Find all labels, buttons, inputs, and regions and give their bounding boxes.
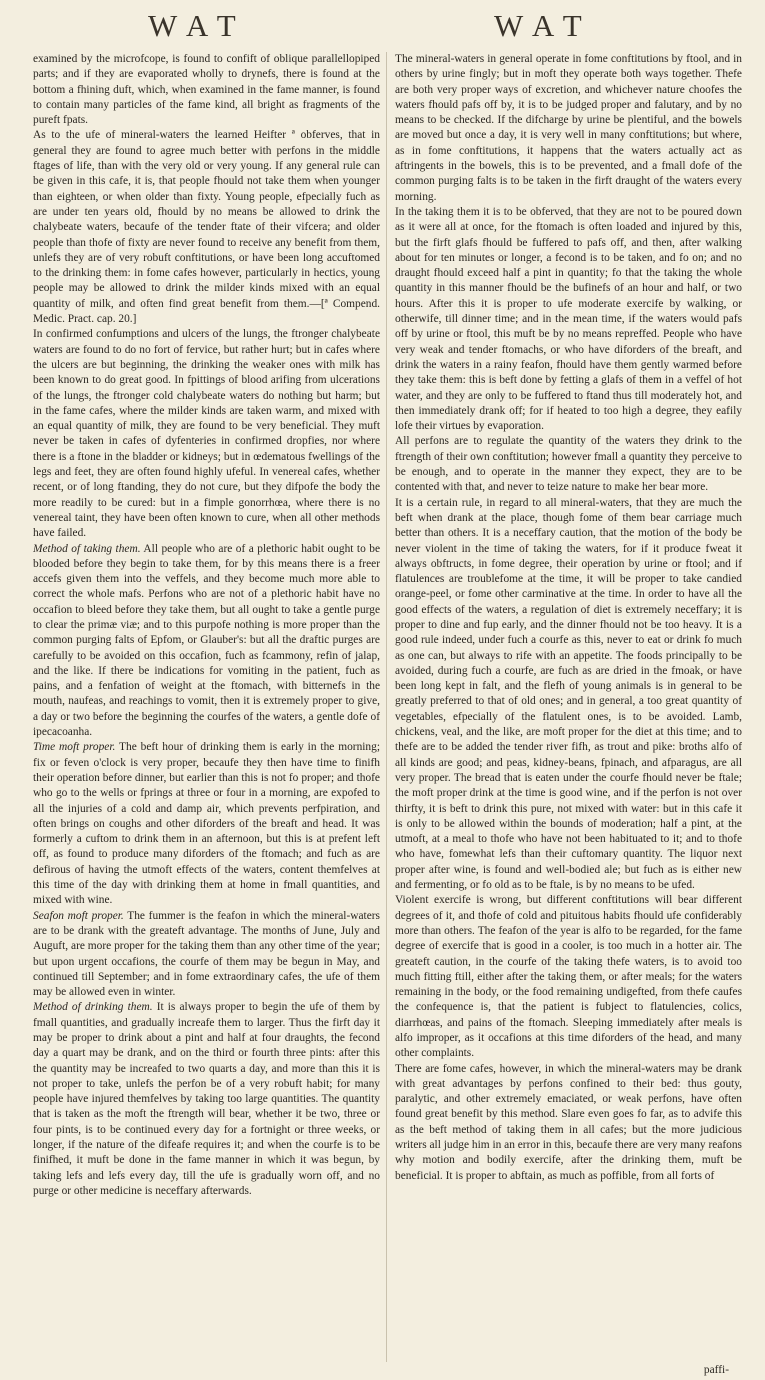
section-subhead: Method of taking them. [33,542,141,555]
paragraph: In confirmed confumptions and ulcers of the lungs, the ftronger chalybeate waters are found to do no fort of fervice, but rather hurt; but in cafes where the ulcers are but beginning, the drinking the weaker ones with milk has been known to do great good. In fpittings of blood arifing from ulcerations of the lungs, the ftronger cold chalybeate waters do nothing but harm; but in the fame cafes, where the milder kinds are taken warm, and mixed with an equal quantity of milk, they are found to be very beneficial. They muft never be taken in cafes of dyfenteries in confirmed dropfies, nor where there is a ftone in the bladder or kidneys; but in œdematous fwellings of the legs and feet, they are often found highly ufeful. In venereal cafes, whether recent, or of long ftanding, they do not cure, but they difpofe the body the more readily to be cured: but in a fimple gonorrhœa, where there is no venereal taint, they have been often known to cure, when all other methods have failed. [33,328,380,540]
paragraph: There are fome cafes, however, in which the mineral-waters may be drank with great advantages by perfons confined to their bed: thus gouty, paralytic, and other extremely emaciated, or weak perfons, have often found great benefit by this method. Slare even goes fo far, as to advife this as the beft method of taking them in all cafes; but the more judicious writers all judge him in an error in this, becaufe there are very many reafons why motion and bodily exercife, after the drinking them, muft be beneficial. It is proper to abftain, as much as poffible, from all forts of [395,1062,742,1182]
column-divider [386,52,387,1362]
paragraph-text: The beft hour of drinking them is early in the morning; fix or feven o'clock is very proper, becaufe they then have time to finifh their operation before dinner, but earlier than this is not fo proper; and thofe who go to the wells or fprings at three or four in a morning, are expofed to all the injuries of a cold and damp air, which prevents perfpiration, and often brings on coughs and other diforders of the breaft and head. It was formerly a cuftom to drink them in an afternoon, but this is at prefent left off, as found to produce many diforders of the ftomach; and fuch as are defirous of having the utmoft effects of the waters, content themfelves at this time of the day with drinking them at home in fmall quantities, and mixed with wine. [33,741,380,907]
paragraph-text: It is always proper to begin the ufe of them by fmall quantities, and gradually increafe them to larger. Thus the firft day it may be proper to drink about a pint and half at four draughts, the fecond day a quart may be drank, and on the third or fourth three pints: after this the quantity may be increafed to two quarts a day, and more than this it is not proper to take, unlefs the perfon be of a very robuft habit; for many people have injured themfelves by taking too large quantities. The quantity that is taken as the moft the ftrength will bear, whether it be two, three or four pints, is to be continued every day for a fortnight or three weeks, or longer, if the nature of the difeafe requires it; and when the courfe is to be finifhed, it muft be done in the fame manner in which it was begun, by taking lefs and lefs every day, till the ufe is gradually worn off, and no purge or other medicine is neceffary afterwards. [33,1001,380,1197]
paragraph: In the taking them it is to be obferved, that they are not to be poured down as it were all at once, for the ftomach is often loaded and injured by this, but the firft glafs fhould be fuffered to pafs off, and then, after walking about for ten minutes or longer, a fecond is to be taken, and fo on; and no draught fhould exceed half a pint in quantity; fo that the taking the whole quantity in this manner fhould be the bufinefs of an hour and half, or two hours. After this it is proper to ufe moderate exercife by walking, or otherwife, till dinner time; and in the mean time, if the waters would pafs off by urine or ftool, this muft be by no means repreffed. People who have very weak and tender ftomachs, or who have diforders of the breaft, and drink the waters in a rainy feafon, fhould have them gently warmed before they take them: this is beft done by fetting a glafs of them in a veffel of hot water, and they are only to be fuffered to ftand thus till moderately hot, and then immediately drank off; for if heated to too high a degree, they eafily lofe their virtues by evaporation. [395,205,742,433]
section-subhead: Seafon moft proper. [33,909,124,922]
paragraph-text: All people who are of a plethoric habit ought to be blooded before they begin to take them, for by this means there is a freer accefs given them into the veffels, and they become much more able to correct the whole mafs. Perfons who are not of a plethoric habit have no occafion to bleed before they take them, but all ought to take a gentle purge to clear the primæ viæ; and to this purpofe nothing is more proper than the common purging falts of Epfom, or Glauber's: but all the draftic purges are carefully to be avoided on this occafion, fuch as fcammony, refin of jalap, and the like. If there be indications for vomiting in the patient, fuch as pains, and a fenfation of weight at the ftomach, with bitternefs in the mouth, naufeas, and reachings to vomit, then it is extremely proper to give, a day or two before the beginning the courfes of the waters, a gentle dofe of ipecacoanha. [33,542,380,739]
right-column [395,52,742,1372]
section-subhead: Time moft proper. [33,741,116,754]
paragraph-text: The fummer is the feafon in which the mineral-waters are to be drank with the greateft advantage. The months of June, July and Auguft, are more proper for the taking them than any other time of the year; but upon urgent occafions, the courfe of them may be begun in May, and continued till September; and in fome extraordinary cafes, the ufe of them may be allowed even in winter. [33,909,380,999]
section-paragraph [33,542,380,741]
paragraph: It is a certain rule, in regard to all mineral-waters, that they are much the beft when drank at the place, though fome of them bear carriage much better than others. It is a neceffary caution, that the motion of the body be never violent in the time of taking the waters, for if it produce fweat it always obftructs, in fome degree, their operation by urine or ftool; and if flatulences are troublefome at the time, it will be proper to take candied orange-peel, or fome other carminative at the time. In order to have all the good effects of the waters, a regulation of diet is extremely neceffary; it is proper to dine and fup early, and the dinner fhould not be too heavy. It is a good rule indeed, under fuch a courfe as this, never to eat or drink fo much as one can, but always to rife with an appetite. The foods principally to be avoided, during fuch a courfe, are fuch as are dried in the fmoak, or have been long kept in falt, and the flefh of young animals is in general to be greatly preferred to that of old ones; and in general, a too great quantity of vegetables, efpecially of the flatulent ones, is to be avoided. Lamb, chickens, veal, and the like, are moft proper for the diet at this time; and to thefe are to be added the tender river fifh, as trout and pike: broths alfo of all kinds are good; and peas, kidney-beans, fpinach, and afparagus, are all very proper. The bread that is eaten under the courfe fhould never be ftale; the moft proper drink at the time is good wine, and if the perfon is not over thirfty, it is beft to drink this pure, not mixed with water: but in this cafe it is only to be allowed within the bounds of moderation; half a pint, at the utmoft, at a meal to thofe who have not been habituated to it; and to thofe who have, fomewhat lefs than their cuftomary quantity. The liquor next proper after wine, is found and well-bodied ale; but fuch as is either new and fermenting, or fo old as to be ftale, is by no means to be ufed. [395,496,742,892]
section-paragraph [33,740,380,908]
paragraph: Violent exercife is wrong, but different conftitutions will bear different degrees of it, and thofe of cold and pituitous habits fhould ufe confiderably more than others. The feafon of the year is alfo to be regarded, for the fame degree of exercife that is good in a cooler, is too much in a hotter air. The greateft caution, in the courfe of the taking thefe waters, is to avoid too much fitting ftill, either after the taking them, or after meals; for the waters remaining in the body, or the food remaining undigefted, from thefe caufes the confequence is, that the patient is fubject to flatulencies, colics, diarrhœas, and pains of the ftomach. Sleeping immediately after meals is alfo improper, as it occafions at this time diforders of the head, and many other complaints. [395,894,742,1060]
section-paragraph [33,1000,380,1199]
section-subhead: Method of drinking them. [33,1001,153,1014]
left-column [33,52,380,1372]
running-head-right: WAT [494,8,594,43]
running-head-left: WAT [148,8,248,43]
paragraph: As to the ufe of mineral-waters the learned Heifter ª obferves, that in general they are found to agree much better with perfons in the middle ftages of life, than with the very old or very young. If any general rule can be given in this cafe, it is, that people fhould not take them when younger than eighteen, or when older than fixty. Young people, efpecially fuch as are under ten years old, fhould by no means be allowed to drink the chalybeate waters, becaufe of the tender ftate of their vifcera; and older people than thofe of fixty are never found to receive any benefit from them, unlefs they are of very robuft conftitutions, or have been long accuftomed to the drinking them: in fome cafes however, particularly in hectics, young people may be allowed to drink the milder kinds mixed with an equal quantity of milk, and often find great benefit from them.—[ª Compend. Medic. Pract. cap. 20.] [33,129,380,326]
section-paragraph [33,909,380,1001]
paragraph: All perfons are to regulate the quantity of the waters they drink to the ftrength of their own conftitution; however fmall a quantity they perceive to be enough, and to operate in the manner they expect, they are to be contented with that, and never to teize nature to make her bear more. [395,435,742,494]
running-header [0,8,765,48]
paragraph: The mineral-waters in general operate in fome conftitutions by ftool, and in others by urine fingly; but in moft they operate both ways together. Thefe are both very proper ways of excretion, and whichever nature choofes the waters fhould pafs off by, it is to be judged proper and falutary, and by no means to be checked. If the difcharge by urine be plentiful, and the bowels are moved but once a day, it is very well in many conftitutions; but where, as in fome conftitutions, it happens that the waters actually act as aftringents in the bowels, this is to be prevented, and a fmall dofe of the common purging falts is to be taken in the firft draught of the waters every morning. [395,53,742,203]
paragraph: examined by the microfcope, is found to confift of oblique parallellopiped parts; and if they are evaporated wholly to drynefs, there is found at the bottom a fhining duft, which, when examined in the fame manner, is found to contain many particles of the fame kind, all bright as fragments of the pureft fpats. [33,53,380,127]
catchword: paffi- [703,1364,729,1376]
